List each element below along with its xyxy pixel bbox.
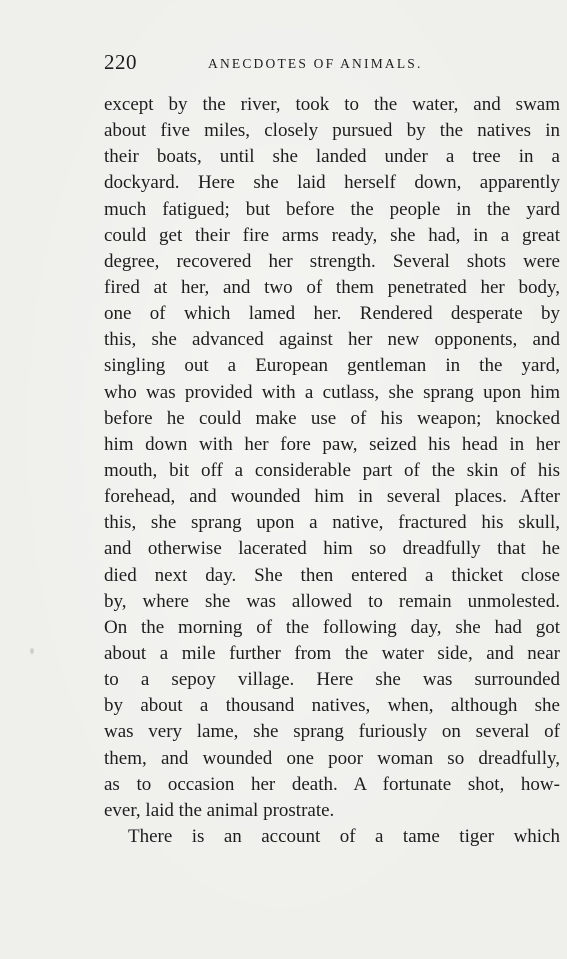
text-line: him down with her fore paw, seized his head in her: [104, 433, 560, 455]
text-line: dockyard. Here she laid herself down, apparently: [104, 172, 560, 194]
text-line: could get their fire arms ready, she had, in a great: [104, 224, 560, 246]
paper-speck: [30, 648, 34, 654]
paragraph: [104, 92, 560, 824]
text-line: was very lame, she sprang furiously on several of: [104, 721, 560, 743]
text-line: one of which lamed her. Rendered desperate by: [104, 303, 560, 325]
text-line: much fatigued; but before the people in the yard: [104, 198, 560, 220]
text-line: them, and wounded one poor woman so dreadfully,: [104, 747, 560, 769]
text-line: about five miles, closely pursued by the natives in: [104, 120, 560, 142]
text-line: by about a thousand natives, when, although she: [104, 695, 560, 717]
text-line: by, where she was allowed to remain unmolested.: [104, 590, 560, 612]
text-line: who was provided with a cutlass, she sprang upon him: [104, 381, 560, 403]
text-line: forehead, and wounded him in several places. After: [104, 486, 560, 508]
text-line: this, she advanced against her new opponents, and: [104, 329, 560, 351]
text-line: about a mile further from the water side, and near: [104, 642, 560, 664]
running-head: ANECDOTES OF ANIMALS.: [208, 56, 423, 71]
text-line: ever, laid the animal prostrate.: [104, 799, 335, 821]
text-line: There is an account of a tame tiger which: [128, 825, 560, 847]
text-line: degree, recovered her strength. Several shots were: [104, 250, 560, 272]
text-line: except by the river, took to the water, and swam: [104, 94, 560, 115]
body-text: [104, 92, 560, 850]
text-line: to a sepoy village. Here she was surrounded: [104, 669, 560, 691]
page-header: [104, 50, 560, 80]
text-line: mouth, bit off a considerable part of the skin of his: [104, 459, 560, 481]
text-line: this, she sprang upon a native, fractured his skull,: [104, 512, 560, 534]
text-line: died next day. She then entered a thicket close: [104, 564, 560, 586]
text-line: singling out a European gentleman in the yard,: [104, 355, 560, 377]
text-line: before he could make use of his weapon; knocked: [104, 407, 560, 429]
text-line: their boats, until she landed under a tree in a: [104, 146, 560, 168]
text-line: as to occasion her death. A fortunate shot, how-: [104, 773, 560, 795]
text-line: On the morning of the following day, she had got: [104, 616, 560, 638]
text-line: and otherwise lacerated him so dreadfully that he: [104, 538, 560, 560]
paragraph: [104, 824, 560, 850]
text-line: fired at her, and two of them penetrated her body,: [104, 276, 560, 298]
page-number: 220: [104, 50, 137, 74]
